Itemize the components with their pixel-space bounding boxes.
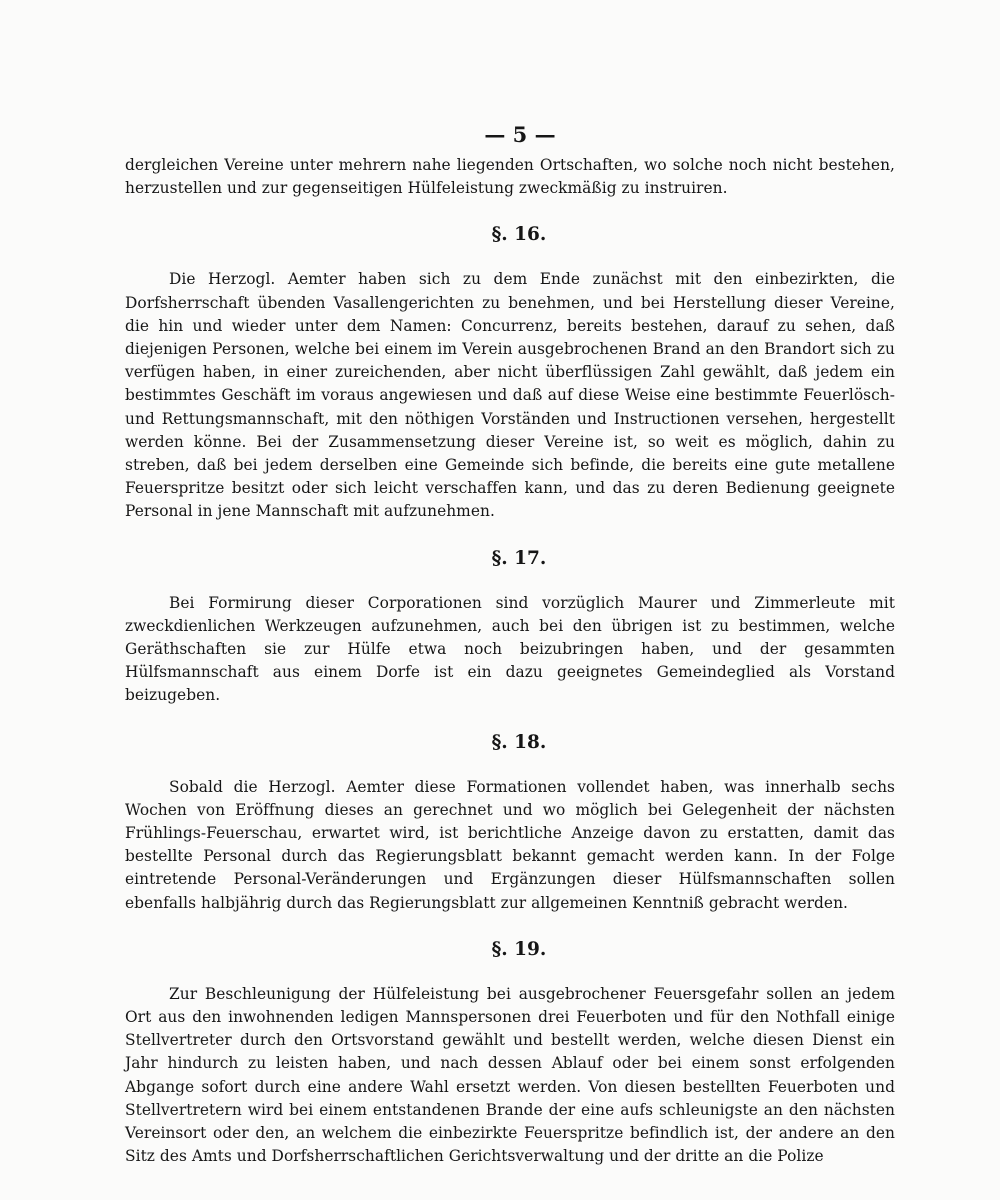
section-heading-19: §. 19. [491, 938, 547, 960]
text-column [125, 118, 895, 1169]
section-16-paragraph: Die Herzogl. Aemter haben sich zu dem Ende zunächst mit den einbezirkten, die Dorfsherrschaft übenden Vasallengerichten zu benehmen, und bei Herstellung dieser Vereine, die hin und wieder unter dem Namen: Concurrenz, bereits bestehen, darauf zu sehen, daß diejenigen Personen, welche bei einem im Verein ausgebrochenen Brand an den Brandort sich zu verfügen haben, in einer zureichenden, aber nicht überflüssigen Zahl gewählt, daß jedem ein bestimmtes Geschäft im voraus angewiesen und daß auf diese Weise eine bestimmte Feuerlösch- und Rettungsmannschaft, mit den nöthigen Vorständen und Instructionen versehen, hergestellt werden könne. Bei der Zusammensetzung dieser Vereine ist, so weit es möglich, dahin zu streben, daß bei jedem derselben eine Gemeinde sich befinde, die bereits eine gute metallene Feuerspritze besitzt oder sich leicht verschaffen kann, und das zu deren Bedienung geeignete Personal in jene Mannschaft mit aufzunehmen. [125, 270, 895, 521]
intro-paragraph: dergleichen Vereine unter mehrern nahe liegenden Ortschaften, wo solche noch nicht bestehen, herzustellen und zur gegenseitigen Hülfeleistung zweckmäßig zu instruiren. [125, 156, 895, 198]
page-number: — 5 — [484, 122, 556, 147]
section-heading-16: §. 16. [491, 224, 547, 246]
section-heading-17: §. 17. [491, 547, 547, 569]
section-heading-18: §. 18. [491, 731, 547, 753]
section-17-paragraph: Bei Formirung dieser Corporationen sind vorzüglich Maurer und Zimmerleute mit zweckdienlichen Werkzeugen aufzunehmen, auch bei den übrigen ist zu bestimmen, welche Geräthschaften sie zur Hülfe etwa noch beizubringen haben, und der gesammten Hülfsmannschaft aus einem Dorfe ist ein dazu geeignetes Gemeindeglied als Vorstand beizugeben. [125, 593, 895, 705]
section-19-paragraph: Zur Beschleunigung der Hülfeleistung bei ausgebrochener Feuersgefahr sollen an jedem Ort aus den inwohnenden ledigen Mannspersonen drei Feuerboten und für den Nothfall einige Stellvertreter durch den Ortsvorstand gewählt und bestellt werden, welche diesen Dienst ein Jahr hindurch zu leisten haben, und nach dessen Ablauf oder bei einem sonst erfolgenden Abgange sofort durch eine andere Wahl ersetzt werden. Von diesen bestellten Feuerboten und Stellvertretern wird bei einem entstandenen Brande der eine aufs schleunigste an den nächsten Vereinsort oder den, an welchem die einbezirkte Feuerspritze befindlich ist, der andere an den Sitz des Amts und Dorfsherrschaftlichen Gerichtsverwaltung und der dritte an die Polize [125, 984, 895, 1166]
section-18-paragraph: Sobald die Herzogl. Aemter diese Formationen vollendet haben, was innerhalb sechs Wochen von Eröffnung dieses an gerechnet und wo möglich bei Gelegenheit der nächsten Frühlings-Feuerschau, erwartet wird, ist berichtliche Anzeige davon zu erstatten, damit das bestellte Personal durch das Regierungsblatt bekannt gemacht werden kann. In der Folge eintretende Personal-Veränderungen und Ergänzungen dieser Hülfsmannschaften sollen ebenfalls halbjährig durch das Regierungsblatt zur allgemeinen Kenntniß gebracht werden. [125, 777, 895, 912]
